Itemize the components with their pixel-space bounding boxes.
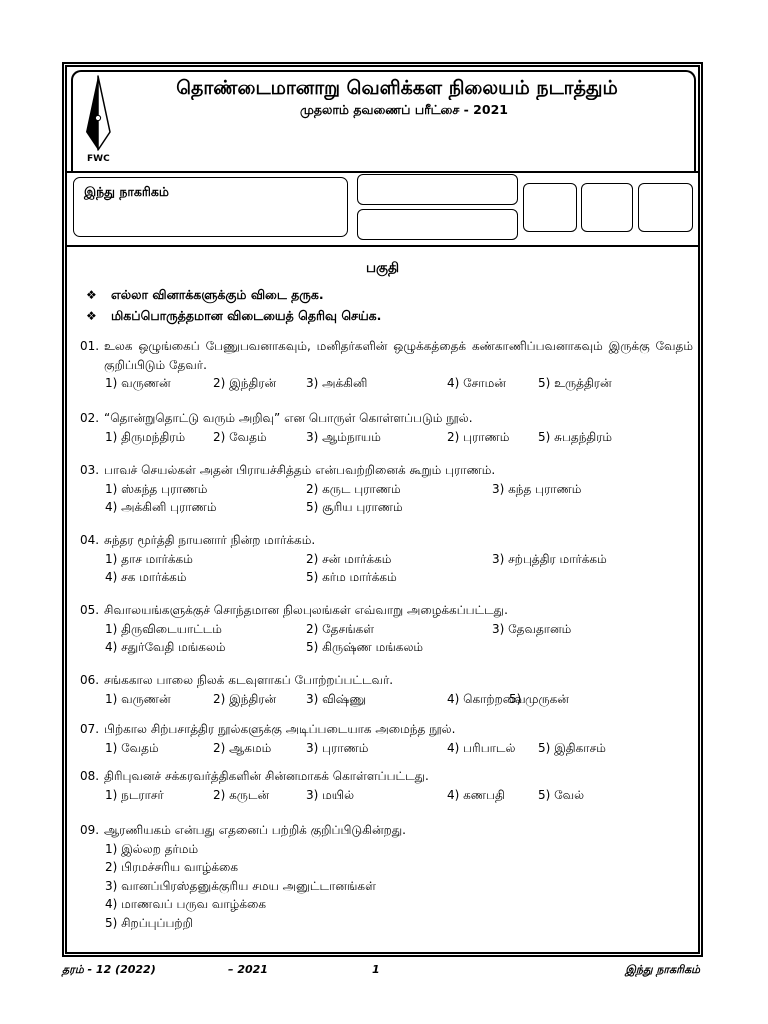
option-1: 1) வருணன்	[105, 376, 171, 390]
question-number: 03.	[80, 463, 100, 477]
options-row	[80, 480, 693, 499]
options-row	[80, 690, 693, 709]
option-4: 4) கணபதி	[447, 787, 505, 802]
question-06	[80, 671, 693, 708]
question-text: திரிபுவனச் சக்கரவர்த்திகளின் சின்னமாகக் கொள்ளப்பட்டது.	[104, 769, 429, 783]
option-4: 4) சதுர்வேதி மங்கலம்	[105, 640, 226, 654]
index-box-lower	[357, 209, 518, 240]
exam-subtitle: முதலாம் தவணைப் பரீட்சை - 2021	[300, 102, 508, 117]
marks-box-2	[581, 183, 633, 232]
instruction-text: எல்லா வினாக்களுக்கும் விடை தருக.	[111, 287, 324, 302]
option-2: 2) பிரமச்சரிய வாழ்க்கை	[105, 860, 239, 874]
option-1: 1) திருவிடையாட்டம்	[105, 621, 222, 636]
question-text: பிற்கால சிற்பசாத்திர நூல்களுக்கு அடிப்படையாக அமைந்த நூல்.	[104, 722, 456, 736]
question-number: 05.	[80, 603, 100, 617]
option-5: 5) சுபதந்திரம்	[538, 429, 613, 444]
question-text: “தொன்றுதொட்டு வரும் அறிவு” என பொருள் கொள்ளப்படும் நூல்.	[104, 411, 473, 425]
options-row	[80, 374, 693, 393]
option-4: 4) பரிபாடல்	[447, 740, 516, 755]
option-2: 2) வேதம்	[213, 429, 267, 444]
option-3: 3) சற்புத்திர மார்க்கம்	[492, 551, 607, 566]
section-divider	[67, 245, 698, 247]
diamond-bullet-icon	[86, 307, 111, 325]
option-5: 5) இதிகாசம்	[538, 740, 606, 755]
question-03	[80, 461, 693, 517]
option-2: 2) கருடன்	[213, 787, 270, 802]
section-title: பகுதி	[365, 260, 400, 276]
options-row	[80, 498, 693, 517]
options-row	[80, 550, 693, 569]
option-5: 5) கர்ம மார்க்கம்	[306, 570, 397, 584]
subject-name: இந்து நாகரிகம்	[84, 184, 169, 199]
instruction-text: மிகப்பொருத்தமான விடையைத் தெரிவு செய்க.	[111, 308, 382, 323]
option-5: 5) கிருஷ்ண மங்கலம்	[306, 640, 424, 654]
options-row	[80, 568, 693, 587]
option-4: 4) மாணவப் பருவ வாழ்க்கை	[105, 897, 267, 911]
option-4: 4) சோமன்	[447, 376, 506, 390]
option-5: 5) வேல்	[538, 787, 585, 802]
question-number: 01.	[80, 339, 100, 353]
option-3: 3) கந்த புராணம்	[492, 481, 582, 496]
option-1: 1) வேதம்	[105, 740, 159, 755]
instruction-1	[86, 286, 324, 304]
question-07	[80, 720, 693, 757]
option-1: 1) நடராசர்	[105, 787, 164, 802]
option-4: 4) கொற்றவை	[447, 691, 526, 706]
option-1: 1) ஸ்கந்த புராணம்	[105, 481, 208, 496]
marks-box-3	[638, 183, 693, 232]
option-2: 2) சன் மார்க்கம்	[306, 551, 392, 566]
option-1: 1) வருணன்	[105, 691, 171, 706]
option-2: 2) இந்திரன்	[213, 376, 277, 390]
header-divider	[67, 171, 698, 173]
logo-text: FWC	[87, 154, 110, 164]
option-4: 4) சக மார்க்கம்	[105, 570, 187, 584]
footer-grade: தரம் - 12 (2022)	[62, 963, 156, 976]
footer-year: – 2021	[228, 963, 268, 976]
question-number: 02.	[80, 411, 100, 425]
question-01	[80, 337, 693, 393]
question-number: 04.	[80, 533, 100, 547]
option-5: 5) சிறப்புப்பற்றி	[105, 915, 193, 930]
question-text: சங்ககால பாலை நிலக் கடவுளாகப் போற்றப்பட்டவர்.	[104, 673, 394, 687]
options-row	[80, 620, 693, 639]
option-2: 2) கருட புராணம்	[306, 481, 401, 496]
question-text: சுந்தர மூர்த்தி நாயனார் நின்ற மார்க்கம்.	[104, 533, 316, 547]
option-4: 2) புராணம்	[447, 429, 510, 444]
option-1: 1) இல்லற தர்மம்	[105, 841, 199, 856]
question-number: 09.	[80, 823, 100, 837]
question-text: பாவச் செயல்கள் அதன் பிராயச்சித்தம் என்பவற்றினைக் கூறும் புராணம்.	[104, 463, 496, 477]
question-04	[80, 531, 693, 587]
exam-header	[71, 70, 696, 172]
options-row	[80, 786, 693, 805]
footer-page-number: 1	[372, 963, 380, 976]
question-text: சிவாலயங்களுக்குச் சொந்தமான நிலபுலங்கள் எவ்வாறு அழைக்கப்பட்டது.	[104, 603, 508, 617]
question-number: 08.	[80, 769, 100, 783]
option-1: 1) தாச மார்க்கம்	[105, 551, 193, 566]
option-3: 3) புராணம்	[306, 740, 369, 755]
option-2: 2) இந்திரன்	[213, 691, 277, 706]
question-09	[80, 821, 693, 932]
marks-box-1	[523, 183, 577, 232]
question-08	[80, 767, 693, 804]
footer-subject: இந்து நாகரிகம்	[625, 963, 700, 976]
option-1: 1) திருமந்திரம்	[105, 429, 186, 444]
option-3: 3) விஷ்ணு	[306, 691, 367, 706]
exam-title: தொண்டைமானாறு வெளிக்கள நிலையம் நடாத்தும்	[176, 77, 618, 99]
question-number: 06.	[80, 673, 100, 687]
instruction-2	[86, 307, 381, 325]
options-row	[80, 739, 693, 758]
options-row	[80, 638, 693, 657]
question-05	[80, 601, 693, 657]
index-box-upper	[357, 174, 518, 205]
question-text: உலக ஒழுங்கைப் பேணுபவனாகவும், மனிதர்களின் ஒழுக்கத்தைக் கண்காணிப்பவனாகவும் இருக்கு வேதம் குறிப்பிடும் தேவர்.	[104, 339, 693, 372]
option-3: 3) ஆம்நாயம்	[306, 429, 381, 444]
question-02	[80, 409, 693, 446]
option-3: 3) மயில்	[306, 787, 355, 802]
diamond-bullet-icon	[86, 286, 111, 304]
option-3: 3) தேவதானம்	[492, 621, 572, 636]
option-5: 5) முருகன்	[509, 691, 569, 706]
question-number: 07.	[80, 722, 100, 736]
question-text: ஆரணியகம் என்பது எதனைப் பற்றிக் குறிப்பிடுகின்றது.	[104, 823, 406, 837]
option-4: 4) அக்கினி புராணம்	[105, 500, 217, 514]
option-5: 5) உருத்திரன்	[538, 376, 612, 390]
option-2: 2) ஆகமம்	[213, 740, 272, 755]
options-row	[80, 428, 693, 447]
option-3: 3) வானப்பிரஸ்தனுக்குரிய சமய அனுட்டானங்கள்	[105, 878, 376, 893]
option-3: 3) அக்கினி	[306, 376, 368, 390]
option-5: 5) சூரிய புராணம்	[306, 500, 403, 514]
option-2: 2) தேசங்கள்	[306, 621, 375, 636]
